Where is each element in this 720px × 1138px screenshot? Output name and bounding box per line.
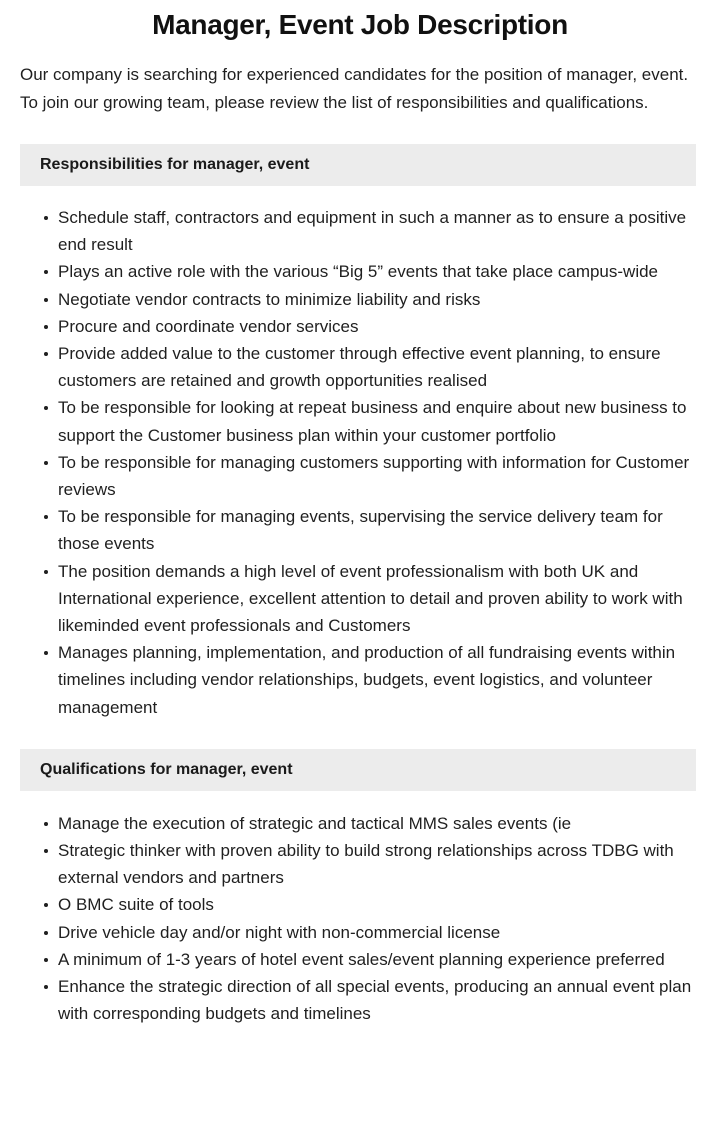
list-item: The position demands a high level of event professionalism with both UK and International experience, excellent attention to detail and proven ability to work with likeminded event professionals and Customers: [20, 558, 696, 640]
page-title: Manager, Event Job Description: [152, 9, 568, 40]
qualifications-section: [0, 749, 720, 1028]
list-item: Drive vehicle day and/or night with non-commercial license: [20, 919, 696, 946]
list-item: A minimum of 1-3 years of hotel event sales/event planning experience preferred: [20, 946, 696, 973]
intro-paragraph: Our company is searching for experienced candidates for the position of manager, event. To join our growing team, please review the list of responsibilities and qualifications.: [20, 65, 689, 112]
list-item: Manage the execution of strategic and tactical MMS sales events (ie: [20, 810, 696, 837]
list-item: Negotiate vendor contracts to minimize liability and risks: [20, 286, 696, 313]
list-item: Enhance the strategic direction of all special events, producing an annual event plan with corresponding budgets and timelines: [20, 973, 696, 1027]
qualifications-section-header: Qualifications for manager, event: [20, 749, 696, 791]
responsibilities-list: [0, 186, 720, 721]
list-item: Strategic thinker with proven ability to build strong relationships across TDBG with external vendors and partners: [20, 837, 696, 891]
list-item: O BMC suite of tools: [20, 891, 696, 918]
qualifications-list: [0, 791, 720, 1028]
responsibilities-section-header: Responsibilities for manager, event: [20, 144, 696, 186]
list-item: To be responsible for managing events, supervising the service delivery team for those events: [20, 503, 696, 557]
responsibilities-section: [0, 144, 720, 721]
list-item: Plays an active role with the various “Big 5” events that take place campus-wide: [20, 258, 696, 285]
page-bottom-spacer: [0, 1027, 720, 1051]
list-item: Procure and coordinate vendor services: [20, 313, 696, 340]
list-item: Schedule staff, contractors and equipment in such a manner as to ensure a positive end result: [20, 204, 696, 258]
list-item: To be responsible for looking at repeat business and enquire about new business to support the Customer business plan within your customer portfolio: [20, 394, 696, 448]
list-item: Manages planning, implementation, and production of all fundraising events within timelines including vendor relationships, budgets, event logistics, and volunteer management: [20, 639, 696, 721]
list-item: To be responsible for managing customers supporting with information for Customer reviews: [20, 449, 696, 503]
list-item: Provide added value to the customer through effective event planning, to ensure customers are retained and growth opportunities realised: [20, 340, 696, 394]
